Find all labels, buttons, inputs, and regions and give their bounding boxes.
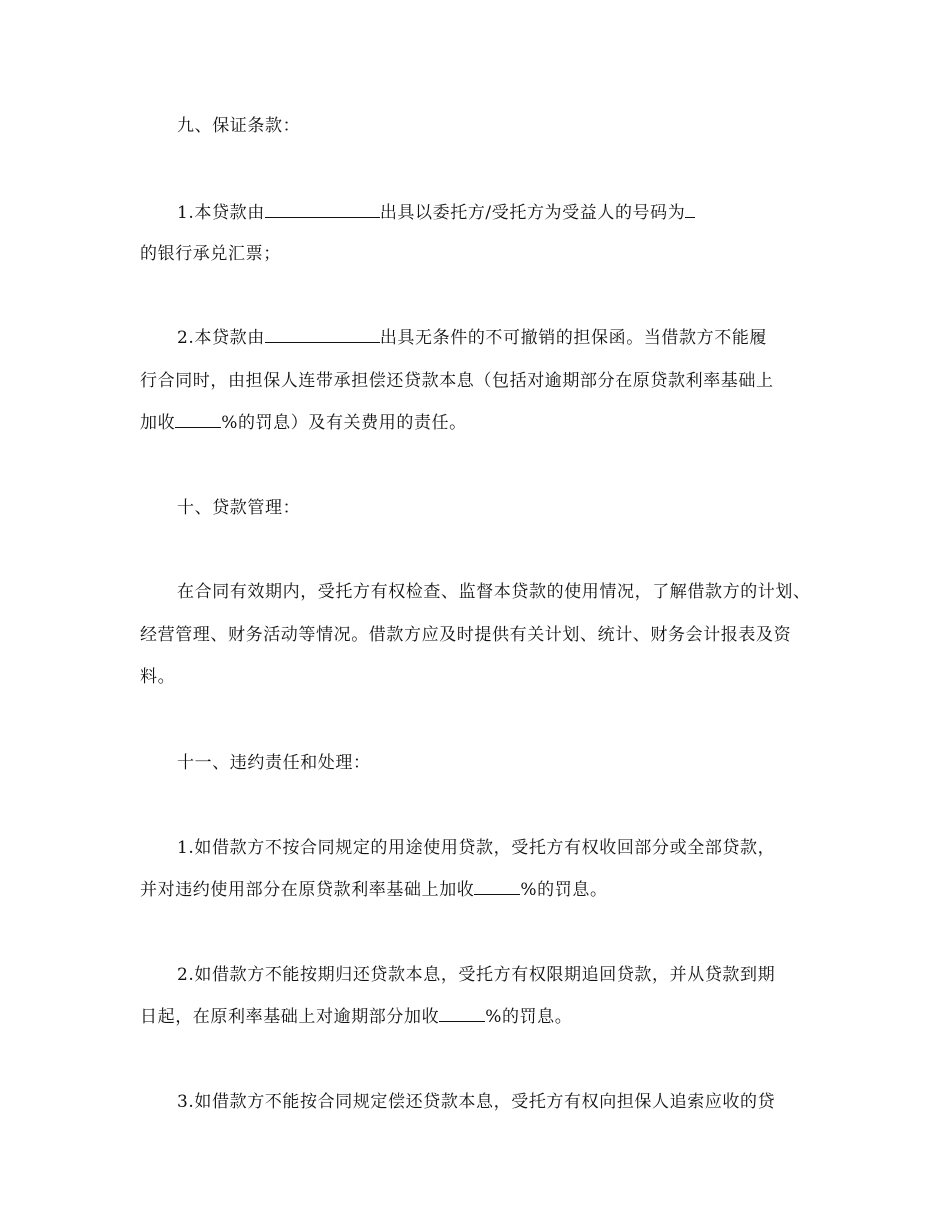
section-9-heading: 九、保证条款： — [177, 116, 301, 136]
section-9-item-2-line-3-prefix: 加收 — [140, 413, 176, 433]
guarantor-blank — [265, 201, 380, 218]
section-9-item-2-middle: 出具无条件的不可撤销的担保函。当借款方不能履 — [379, 328, 768, 348]
section-9-item-2-line-3 — [140, 411, 467, 435]
section-9-item-2-prefix: 2.本贷款由 — [177, 328, 265, 348]
section-10-heading: 十、贷款管理： — [177, 498, 301, 518]
section-9-item-1-prefix: 1.本贷款由 — [177, 203, 265, 223]
section-10-paragraph-line-3: 料。 — [140, 667, 176, 687]
section-9-item-1-line-2: 的银行承兑汇票； — [140, 244, 281, 264]
section-11-item-1-line-1: 1.如借款方不按合同规定的用途使用贷款，受托方有权收回部分或全部贷款， — [177, 838, 776, 858]
section-11-item-2-line-1: 2.如借款方不能按期归还贷款本息，受托方有权限期追回贷款，并从贷款到期 — [177, 965, 776, 985]
section-9-item-1-middle: 出具以委托方/受托方为受益人的号码为 — [379, 203, 686, 223]
section-10-paragraph-line-2: 经营管理、财务活动等情况。借款方应及时提供有关计划、统计、财务会计报表及资 — [140, 625, 792, 645]
section-11-item-3-line-1: 3.如借款方不能按合同规定偿还贷款本息，受托方有权向担保人追索应收的贷 — [177, 1092, 776, 1112]
section-11-item-1-line-2 — [140, 878, 608, 902]
section-10-paragraph-line-1: 在合同有效期内，受托方有权检查、监督本贷款的使用情况，了解借款方的计划、 — [177, 582, 811, 602]
penalty-rate-blank-3 — [439, 1005, 485, 1022]
guarantee-issuer-blank — [265, 326, 380, 343]
penalty-rate-blank-2 — [474, 878, 520, 895]
section-9-item-1-line-1 — [177, 201, 695, 225]
draft-number-blank — [685, 201, 695, 218]
section-11-item-2-line-2-suffix: %的罚息。 — [485, 1007, 573, 1027]
section-9-item-2-line-2: 行合同时，由担保人连带承担偿还贷款本息（包括对逾期部分在原贷款利率基础上 — [140, 371, 774, 391]
section-11-item-1-line-2-suffix: %的罚息。 — [520, 880, 608, 900]
section-9-item-2-line-1 — [177, 326, 767, 350]
section-11-item-2-line-2-prefix: 日起，在原利率基础上对逾期部分加收 — [140, 1007, 440, 1027]
section-9-item-2-line-3-suffix: %的罚息）及有关费用的责任。 — [221, 413, 467, 433]
section-11-heading: 十一、违约责任和处理： — [177, 753, 371, 773]
section-11-item-2-line-2 — [140, 1005, 572, 1029]
section-11-item-1-line-2-prefix: 并对违约使用部分在原贷款利率基础上加收 — [140, 880, 475, 900]
penalty-rate-blank-1 — [175, 411, 221, 428]
